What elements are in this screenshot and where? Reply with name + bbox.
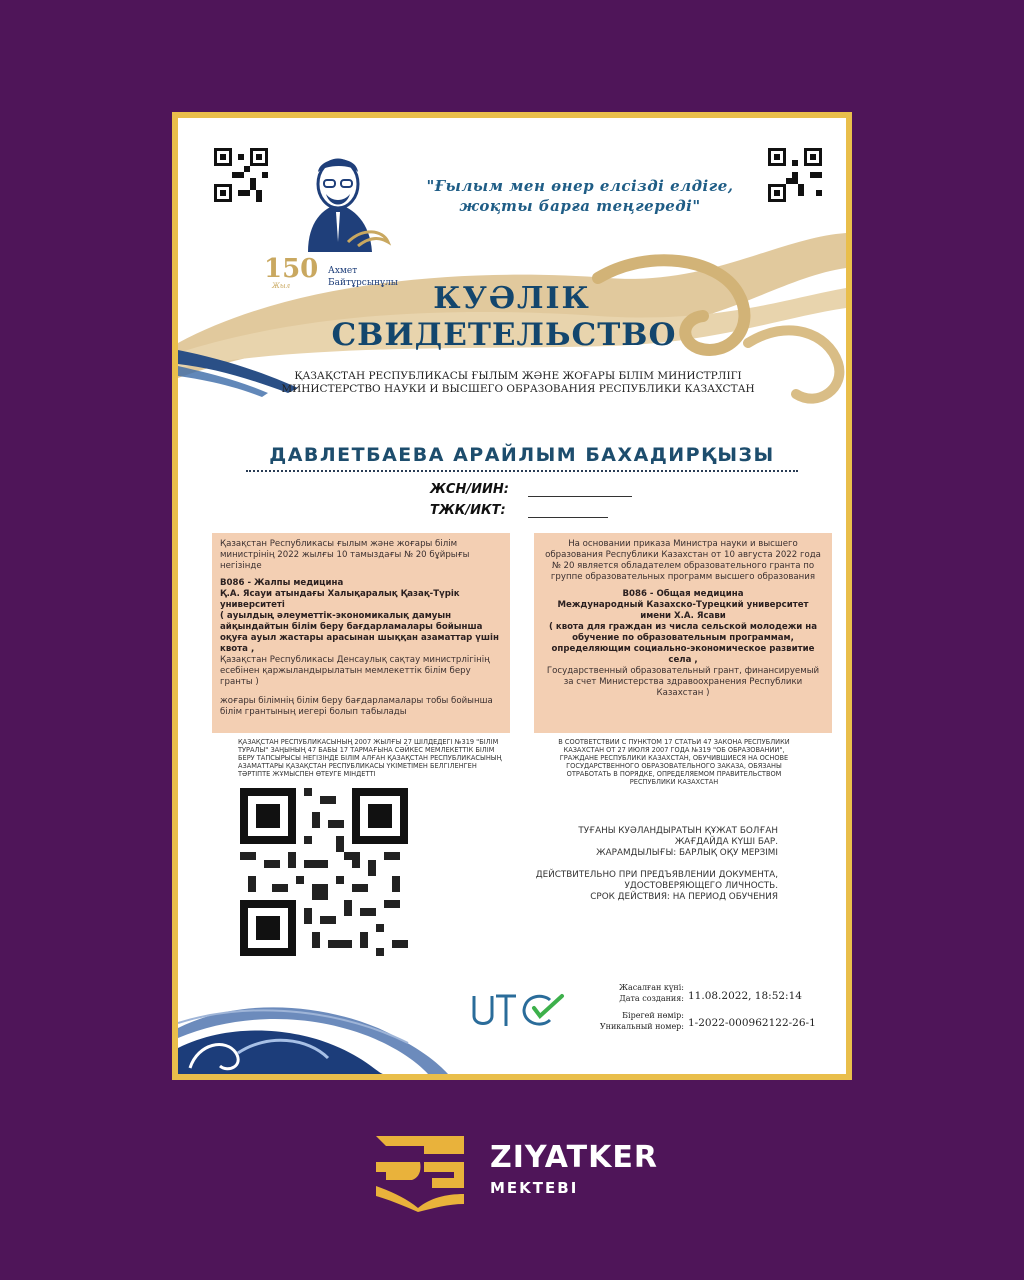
ministry-kz: ҚАЗАҚСТАН РЕСПУБЛИКАСЫ ҒЫЛЫМ ЖӘНЕ ЖОҒАРЫ БІЛІМ МИНИСТРЛІГІ [294, 370, 742, 382]
kz-intro: Қазақстан Республикасы ғылым және жоғары білім министрінің 2022 жылғы 10 тамыздағы № 20 бұйрығы негізінде [220, 539, 470, 571]
ru-university: Международный Казахско-Турецкий университет имени Х.А. Ясави [557, 600, 809, 621]
number-label-kz: Бірегей нөмір: [622, 1011, 684, 1020]
brand-subtitle: MEKTEBI [490, 1179, 579, 1197]
utc-logo-icon [468, 990, 568, 1034]
motto [390, 176, 770, 216]
validity-ru-line-2: УДОСТОВЕРЯЮЩЕГО ЛИЧНОСТЬ. [624, 881, 778, 891]
portrait-name-last: Байтұрсынұлы [328, 278, 398, 288]
number-value: 1-2022-000962122-26-1 [688, 1017, 816, 1029]
motto-line-2: жоқты барға теңгереді" [459, 197, 701, 215]
validity-kz-line-2: ЖАҒДАЙДА КҮШІ БАР. [674, 837, 778, 847]
kz-law-note: ҚАЗАҚСТАН РЕСПУБЛИКАСЫНЫҢ 2007 ЖЫЛҒЫ 27 ШІЛДЕДЕГІ №319 "БІЛІМ ТУРАЛЫ" ЗАҢЫНЫҢ 47 БАБЫ 17 ТАРМАҒЫНА СӘЙКЕС МЕМЛЕКЕТТІК БІЛІМ БЕРУ ТАПСЫРЫСЫ НЕГІЗІНДЕ БІЛІМ АЛҒАН ҚАЗАҚСТАН РЕСПУБЛИКАСЫНЫҢ АЗАМАТТАРЫ ҚАЗАҚСТАН РЕСПУБЛИКАСЫ ҮКІМЕТІМЕН БЕЛГІЛЕНГЕН ТӘРТІПТЕ ЖҰМЫСПЕН ӨТЕУГЕ МІНДЕТТІ [238, 738, 502, 778]
validity-ru-line-1: ДЕЙСТВИТЕЛЬНО ПРИ ПРЕДЪЯВЛЕНИИ ДОКУМЕНТА, [535, 870, 778, 880]
title-kz: КУӘЛІК [433, 281, 591, 316]
qr-code-top-left-icon [214, 148, 268, 202]
anniversary-word: Жыл [272, 282, 291, 290]
ru-law-note: В СООТВЕТСТВИИ С ПУНКТОМ 17 СТАТЬИ 47 ЗАКОНА РЕСПУБЛИКИ КАЗАХСТАН ОТ 27 ИЮЛЯ 2007 ГОДА №319 "ОБ ОБРАЗОВАНИИ", ГРАЖДАНЕ РЕСПУБЛИКИ КАЗАХСТАН, ОБУЧИВШИЕСЯ НА ОСНОВЕ ГОСУДАРСТВЕННОГО ОБРАЗОВАТЕЛЬНОГО ЗАКАЗА, ОБЯЗАНЫ ОТРАБОТАТЬ В ПОРЯДКЕ, ОПРЕДЕЛЯЕМОМ ПРАВИТЕЛЬСТВОМ РЕСПУБЛИКИ КАЗАХСТАН [558, 738, 790, 786]
book-logo-icon [372, 1132, 468, 1212]
created-label-kz: Жасалған күні: [618, 983, 684, 992]
motto-line-1: "Ғылым мен өнер елсізді елдіге, [426, 177, 734, 195]
number-label-ru: Уникальный номер: [599, 1022, 684, 1031]
ikt-field [528, 517, 608, 518]
qr-code-main-icon [240, 788, 408, 956]
ru-funding: Государственный образовательный грант, финансируемый за счет Министерства здравоохранения Республики Казахстан ) [546, 666, 820, 698]
validity-ru [478, 870, 778, 903]
kz-quota: ( ауылдың әлеуметтік-экономикалық дамуын айқындайтын білім беру бағдарламалары бойынша оқуға ауыл жастары арасынан шыққан азаматтар үшін квота , [220, 611, 499, 654]
ministry [278, 370, 758, 396]
title-ru: СВИДЕТЕЛЬСТВО [331, 317, 677, 353]
created-label-ru: Дата создания: [619, 994, 684, 1003]
holder-name: ДАВЛЕТБАЕВА АРАЙЛЫМ БАХАДИРҚЫЗЫ [246, 444, 798, 472]
certificate-paper [178, 118, 846, 1074]
validity-kz [518, 826, 778, 859]
ru-quota: ( квота для граждан из числа сельской молодежи на обучение по образовательным программам, определяющим социально-экономическое развитие села , [548, 622, 818, 665]
ru-program: В086 - Общая медицина [622, 589, 744, 599]
iin-label: ЖСН/ИИН: [430, 482, 509, 497]
qr-code-top-right-icon [768, 148, 822, 202]
grant-block-ru [534, 533, 832, 733]
created-value: 11.08.2022, 18:52:14 [688, 990, 802, 1002]
certificate-frame [172, 112, 852, 1080]
validity-kz-line-1: ТУҒАНЫ КУӘЛАНДЫРАТЫН ҚҰЖАТ БОЛҒАН [578, 826, 778, 836]
ministry-ru: МИНИСТЕРСТВО НАУКИ И ВЫСШЕГО ОБРАЗОВАНИЯ РЕСПУБЛИКИ КАЗАХСТАН [281, 383, 755, 395]
kz-outcome: жоғары білімнің білім беру бағдарламалары тобы бойынша білім грантының иегері болып табылады [220, 696, 493, 717]
number-label [574, 1010, 684, 1032]
anniversary-number: 150 [264, 254, 319, 284]
ru-intro: На основании приказа Министра науки и высшего образования Республики Казахстан от 10 августа 2022 года № 20 является обладателем образовательного гранта по группе образовательных программ высшего образования [545, 539, 821, 582]
kz-funding: Қазақстан Республикасы Денсаулық сақтау министрлігінің есебінен қаржыландырылатын мемлекеттік білім беру гранты ) [220, 655, 490, 687]
brand-name: ZIYATKER [490, 1140, 658, 1175]
kz-program: В086 - Жалпы медицина [220, 578, 344, 588]
validity-ru-line-3: СРОК ДЕЙСТВИЯ: НА ПЕРИОД ОБУЧЕНИЯ [590, 892, 778, 902]
kz-university: Қ.А. Ясауи атындағы Халықаралық Қазақ-Түрік университеті [220, 589, 460, 610]
iin-field [528, 496, 632, 497]
portrait-name-first: Ахмет [328, 266, 358, 276]
ikt-label: ТЖК/ИКТ: [430, 503, 506, 518]
validity-kz-line-3: ЖАРАМДЫЛЫҒЫ: БАРЛЫҚ ОҚУ МЕРЗІМІ [596, 848, 778, 858]
created-label [574, 982, 684, 1004]
grant-block-kz [212, 533, 510, 733]
portrait-emblem [278, 142, 398, 262]
